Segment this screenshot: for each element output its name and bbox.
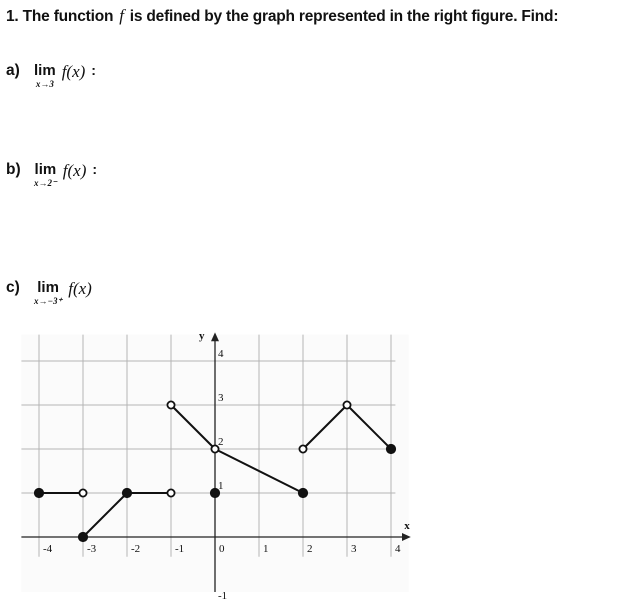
limit-expression: f(x) — [68, 279, 92, 298]
x-tick-label: -1 — [175, 543, 185, 555]
part-c — [6, 279, 92, 306]
part-label: b) — [6, 161, 21, 178]
y-tick-label: 3 — [218, 392, 224, 404]
y-tick-label: 2 — [218, 436, 224, 448]
x-tick-label: 2 — [307, 543, 313, 555]
function-graph — [0, 325, 625, 602]
limit-expression: f(x) — [61, 62, 86, 81]
limit-operator — [34, 279, 62, 306]
x-tick-label: 3 — [351, 543, 357, 555]
heading-text-before: The function — [22, 8, 114, 25]
part-colon: : — [91, 62, 96, 78]
part-label: a) — [6, 62, 20, 79]
open-point — [299, 445, 306, 452]
x-tick-label: 1 — [263, 543, 269, 555]
closed-point — [78, 532, 87, 541]
closed-point — [298, 488, 307, 497]
x-tick-label: -2 — [131, 543, 141, 555]
x-tick-label: 4 — [395, 543, 401, 555]
heading-text-after: is defined by the graph represented in the right figure. Find: — [129, 8, 559, 25]
closed-point — [122, 488, 131, 497]
y-tick-label: 4 — [218, 348, 224, 360]
y-tick-label: -1 — [218, 590, 228, 602]
x-tick-label: -4 — [43, 543, 53, 555]
limit-expression: f(x) — [62, 161, 87, 180]
limit-subscript: x→−3⁺ — [34, 296, 63, 306]
y-tick-label: 1 — [218, 480, 224, 492]
lim-word: lim — [34, 161, 57, 178]
x-tick-label: 0 — [219, 543, 225, 555]
open-point — [167, 401, 174, 408]
limit-operator — [34, 62, 56, 89]
part-b — [6, 161, 97, 188]
closed-point — [386, 444, 395, 453]
lim-word: lim — [37, 279, 59, 296]
limit-subscript: x→2⁻ — [34, 178, 57, 188]
limit-operator — [34, 161, 57, 188]
part-colon: : — [92, 161, 98, 177]
part-label: c) — [6, 279, 20, 296]
problem-heading — [6, 6, 558, 26]
x-tick-label: -3 — [87, 543, 97, 555]
problem-number: 1. — [6, 8, 19, 25]
closed-point — [34, 488, 43, 497]
lim-word: lim — [34, 62, 56, 79]
y-axis-label: y — [199, 329, 205, 342]
open-point — [79, 489, 86, 496]
limit-subscript: x→3 — [35, 79, 54, 89]
function-symbol: f — [119, 6, 124, 25]
x-axis-label: x — [404, 520, 410, 532]
open-point — [167, 489, 174, 496]
part-a — [6, 62, 96, 89]
open-point — [343, 401, 350, 408]
